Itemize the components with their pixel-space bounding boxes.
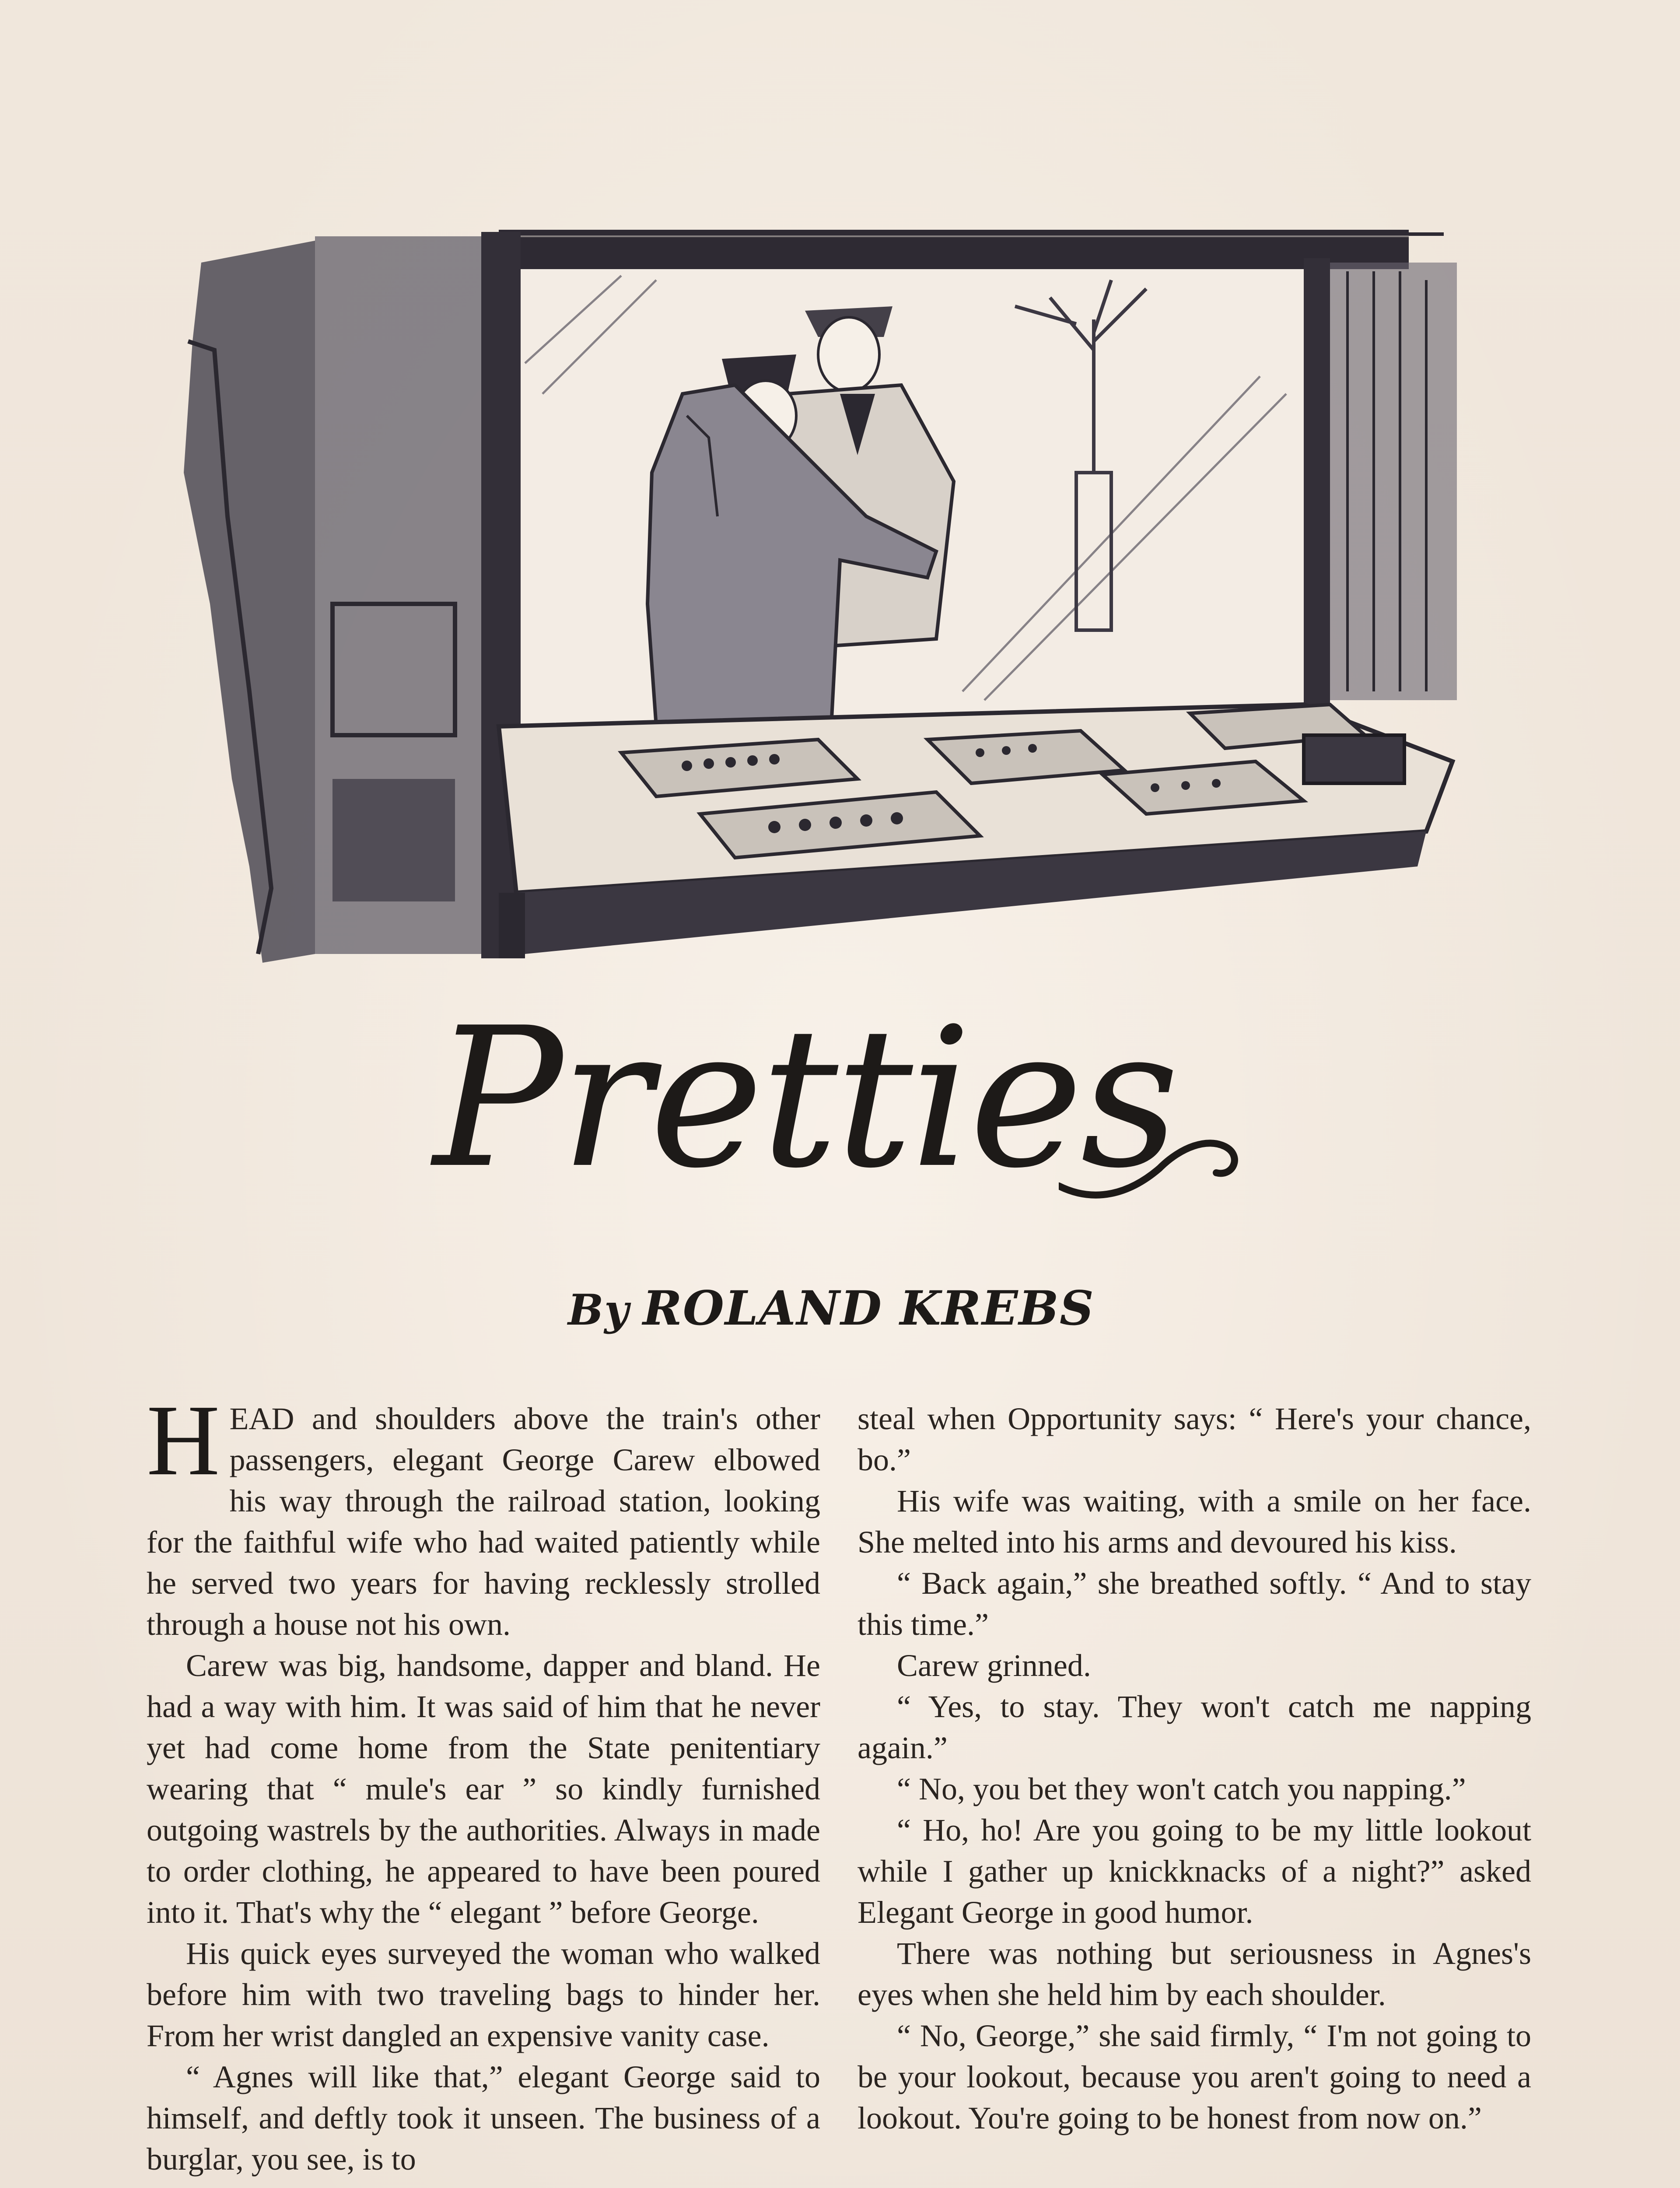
paragraph: Carew was big, handsome, dapper and bland. He had a way with him. It was said of him that he never yet had come home from the State penitentiary wearing that “ mule's ear ” so kindly furnished outgoing wastrels by the authorities. Always in made to order clothing, he appeared to have been poured into it. That's why the “ elegant ” before George. [147,1648,820,1930]
paragraph: “ Ho, ho! Are you going to be my little lookout while I gather up knickknacks of a night?” asked Elegant George in good humor. [858,1813,1531,1930]
paragraph: “ Agnes will like that,” elegant George said to himself, and deftly took it unseen. The business of a burglar, you see, is to [147,2059,820,2177]
paragraph: His quick eyes surveyed the woman who walked before him with two traveling bags to hinder her. From her wrist dangled an expensive vanity case. [147,1936,820,2053]
paragraph-text: EAD and shoulders above the train's other passengers, elegant George Carew elbowed his way through the railroad station, looking for the faithful wife who had waited patiently while he served two years for having recklessly strolled through a house not his own. [147,1401,820,1642]
paragraph: “ No, George,” she said firmly, “ I'm not going to be your lookout, because you aren't going to need a lookout. You're going to be honest from now on.” [858,2018,1531,2135]
drop-cap: H [147,1384,220,1497]
paragraph: “ Yes, to stay. They won't catch me napping again.” [858,1689,1531,1765]
paragraph: Carew grinned. [897,1648,1091,1683]
title-swash-icon [1059,1120,1242,1208]
paragraph: “ Back again,” she breathed softly. “ And to stay this time.” [858,1566,1531,1642]
paragraph: His wife was waiting, with a smile on her face. She melted into his arms and devoured his kiss. [858,1483,1531,1560]
byline [438,1278,1225,1339]
right-column [858,1398,1531,2139]
story-title [368,963,1242,1278]
story-title-text: Pretties [433,986,1177,1210]
left-column [147,1384,820,2180]
byline-author: ROLAND KREBS [643,1281,1095,1336]
jewelry-window-illustration-icon [184,210,1488,976]
byline-by: By [568,1285,630,1335]
paragraph [147,1384,820,1645]
paragraph: steal when Opportunity says: “ Here's your chance, bo.” [858,1401,1531,1477]
paragraph: There was nothing but seriousness in Agnes's eyes when she held him by each shoulder. [858,1936,1531,2012]
paragraph: “ No, you bet they won't catch you napping.” [897,1771,1466,1806]
